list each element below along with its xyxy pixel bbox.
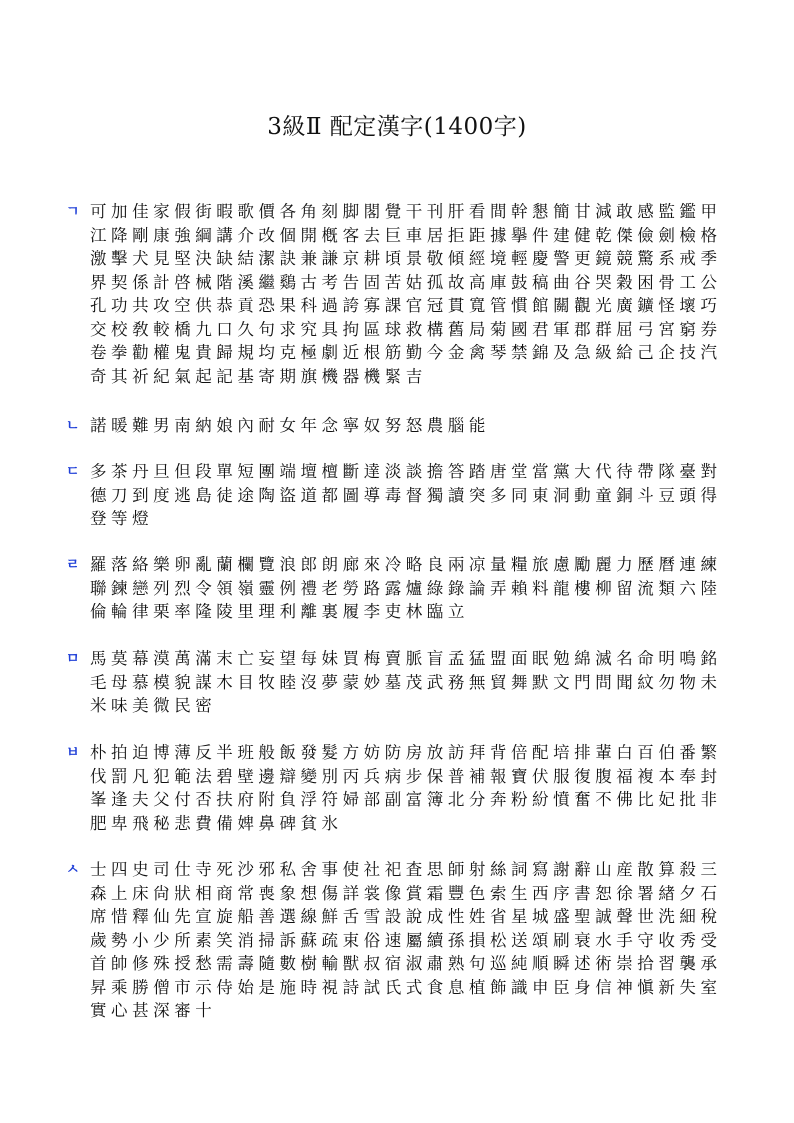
page-title: 3級Ⅱ 配定漢字(1400字) [267,114,527,140]
section-label: ㄱ [66,204,80,220]
section-label: ㅅ [66,862,80,878]
section-characters: 諾暖難男南納娘內耐女年念寧奴努怒農腦能 [90,416,490,435]
section-characters: 朴拍迫博薄反半班般飯發髮方妨防房放訪拜背倍配培排輩白百伯番繁伐罰凡犯範法碧壁邊辯變別丙兵病步保普補報寶伏服復腹福複本奉封峯逢夫父付否扶府附負浮符婦部副富簿北分奔粉紛憤奮不佛比妃批非肥卑飛秘悲費備婢鼻碑貧氷 [90,743,722,833]
section-label: ㄷ [66,464,80,480]
section-label: ㅁ [66,651,80,667]
section-characters: 羅落絡樂卵亂蘭欄覽浪郎朗廊來冷略良兩凉量糧旅慮勵麗力歷曆連練聯鍊戀列烈令領嶺靈例禮老勞路露爐綠錄論弄賴料龍樓柳留流類六陸倫輪律栗率隆陵里理利離裏履李吏林臨立 [90,555,722,621]
section-label: ㅂ [66,745,80,761]
section-label: ㄴ [66,418,80,434]
section-characters: 士四史司仕寺死沙邪私舍事使社祀査思師射絲詞寫謝辭山産散算殺三森上床尙狀相商常喪象想傷詳裳像賞霜豐色索生西序書恕徐署緖夕石席惜釋仙先宣旋船善選線鮮舌雪設說成性姓省星城盛聖誠聲世洗細稅歲勢小少所素笑消掃訴蘇疏束俗速屬續孫損松送頌刷衰水手守收秀受首帥修殊授愁需壽隨數樹輸獸叔宿淑肅熟句巡純順瞬述術崇拾習襲承昇乘勝僧市示侍始是施時視詩試氏式食息植飾識申臣身信神愼新失室實心甚深審十 [90,860,722,1020]
section-label: ㄹ [66,557,80,573]
section-characters: 可加佳家假街暇歌價各角刻脚閣覺干刊肝看間幹懇簡甘減敢感監鑑甲江降剛康強綱講介改個開槪客去巨車居拒距據擧件建健乾傑儉劍檢格激擊犬見堅決缺結潔訣兼謙京耕頃景敬傾經境輕慶警更鏡競驚系戒季界契係計啓械階溪繼鷄古考告固苦姑孤故高庫鼓稿曲谷哭穀困骨工公孔功共攻空供恭貢恐果科過誇寡課官冠貫寬管慣館關觀光廣鑛怪壞巧交校敎較橋九口久句求究具拘區球救構舊局菊國君軍郡群屈弓宮窮券卷拳勸權鬼貴歸規均克極劇近根筋勤今金禽琴禁錦及急級給己企技汽奇其祈紀氣起記基寄期旗機器機緊吉 [90,202,722,386]
section-characters: 多茶丹旦但段單短團端壇檀斷達淡談擔答踏唐堂當黨大代待帶隊臺對德刀到度逃島徒途陶盜道都圖導毒督獨讀突多同東洞動童銅斗豆頭得登等燈 [90,462,722,528]
section-characters: 馬莫幕漠萬滿末亡妄望每妹買梅賣脈盲孟猛盟面眠勉綿滅名命明鳴銘毛母慕模貌謀木目牧睦沒夢蒙妙墓茂武務無貿舞默文門問聞紋勿物未米味美微民密 [90,649,722,715]
